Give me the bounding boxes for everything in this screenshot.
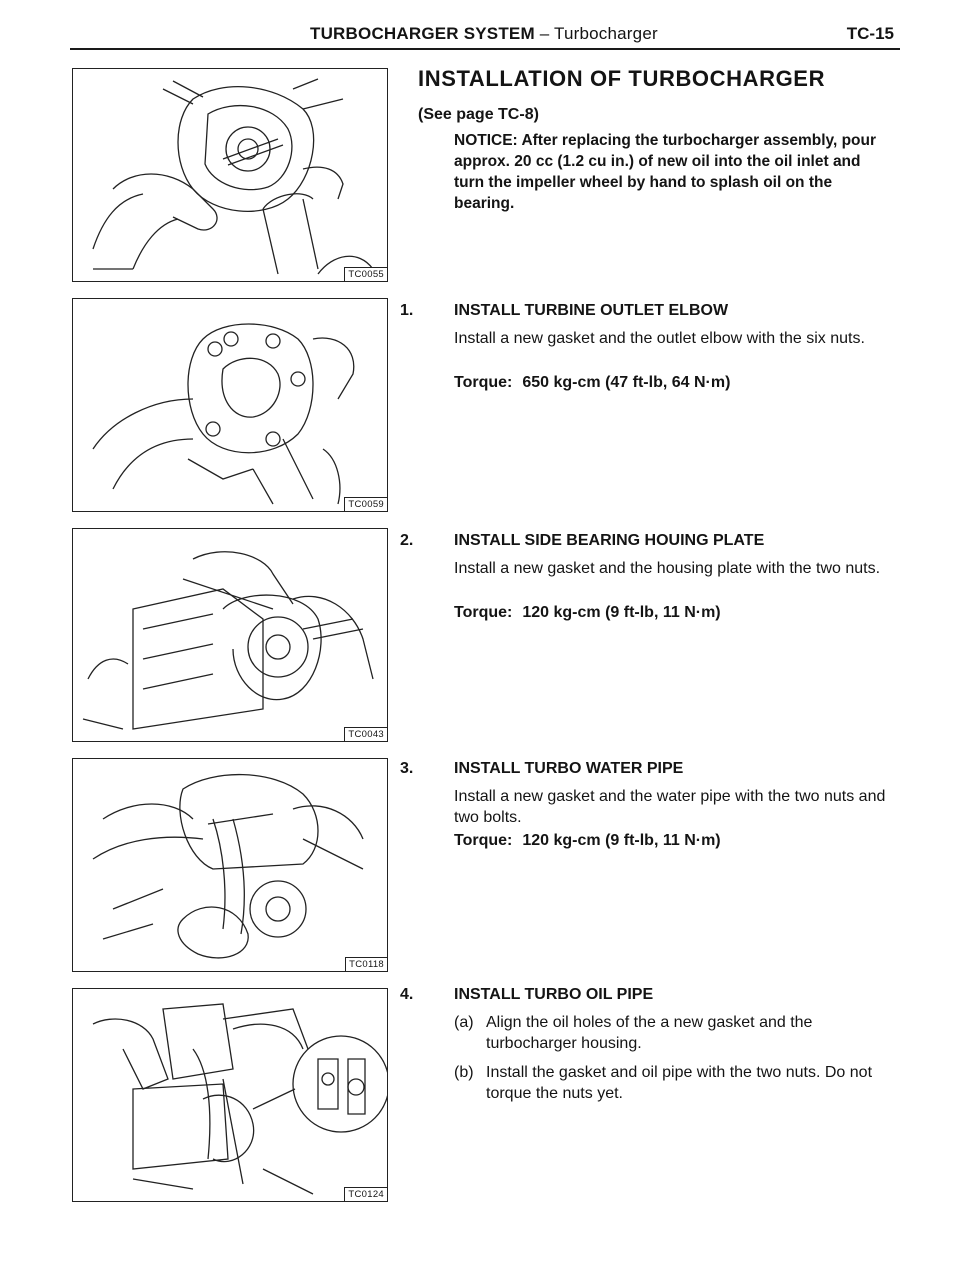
substep-text: Align the oil holes of the a new gasket and the turbocharger housing. <box>486 1014 813 1052</box>
illustration-outlet-elbow <box>73 299 388 512</box>
step-number: 4. <box>400 986 414 1003</box>
step-number: 2. <box>400 532 414 549</box>
step-title: INSTALL TURBO OIL PIPE <box>454 986 654 1003</box>
figure-code: TC0043 <box>344 727 387 741</box>
figure-water-pipe <box>72 758 388 972</box>
figure-code: TC0055 <box>344 267 387 281</box>
figure-code: TC0118 <box>345 957 387 971</box>
step-body: Install a new gasket and the housing plate with the two nuts. <box>454 560 881 577</box>
header-subsection: Turbocharger <box>554 24 658 43</box>
page-header <box>70 22 900 50</box>
illustration-housing-plate <box>73 529 388 742</box>
torque-value: 650 kg-cm (47 ft-lb, 64 N·m) <box>522 374 731 391</box>
torque-label: Torque: <box>454 374 513 391</box>
step-number: 3. <box>400 760 414 777</box>
header-title <box>310 24 658 44</box>
step-body: Install a new gasket and the outlet elbow with the six nuts. <box>454 330 865 347</box>
torque-label: Torque: <box>454 604 513 621</box>
notice-text: NOTICE: After replacing the turbocharger assembly, pour approx. 20 cc (1.2 cu in.) of new oil into the oil inlet and turn the impeller wheel by hand to splash oil on the bearing. <box>454 132 877 212</box>
torque-spec <box>454 832 721 850</box>
illustration-water-pipe <box>73 759 388 972</box>
figure-code: TC0059 <box>344 497 387 511</box>
torque-value: 120 kg-cm (9 ft-lb, 11 N·m) <box>522 604 721 621</box>
figure-outlet-elbow <box>72 298 388 512</box>
step-title: INSTALL TURBINE OUTLET ELBOW <box>454 302 729 319</box>
page-number: TC-15 <box>846 24 894 43</box>
torque-spec <box>454 374 730 392</box>
torque-label: Torque: <box>454 832 513 849</box>
illustration-oil-pipe <box>73 989 388 1202</box>
substep-label: (a) <box>454 1014 474 1031</box>
header-dash: – <box>534 24 555 43</box>
header-section: TURBOCHARGER SYSTEM <box>310 24 535 43</box>
section-heading: INSTALLATION OF TURBOCHARGER <box>418 66 826 91</box>
figure-housing-plate <box>72 528 388 742</box>
figure-code: TC0124 <box>344 1187 387 1201</box>
substep-label: (b) <box>454 1064 474 1081</box>
step-title: INSTALL SIDE BEARING HOUING PLATE <box>454 532 765 549</box>
figure-oil-pipe <box>72 988 388 1202</box>
step-number: 1. <box>400 302 414 319</box>
torque-value: 120 kg-cm (9 ft-lb, 11 N·m) <box>522 832 721 849</box>
substep-text: Install the gasket and oil pipe with the two nuts. Do not torque the nuts yet. <box>486 1064 873 1102</box>
figure-oil-pour <box>72 68 388 282</box>
step-title: INSTALL TURBO WATER PIPE <box>454 760 684 777</box>
step-body: Install a new gasket and the water pipe with the two nuts and two bolts. <box>454 788 886 826</box>
torque-spec <box>454 604 721 622</box>
page-reference: (See page TC-8) <box>418 106 539 123</box>
illustration-oil-pour <box>73 69 388 282</box>
